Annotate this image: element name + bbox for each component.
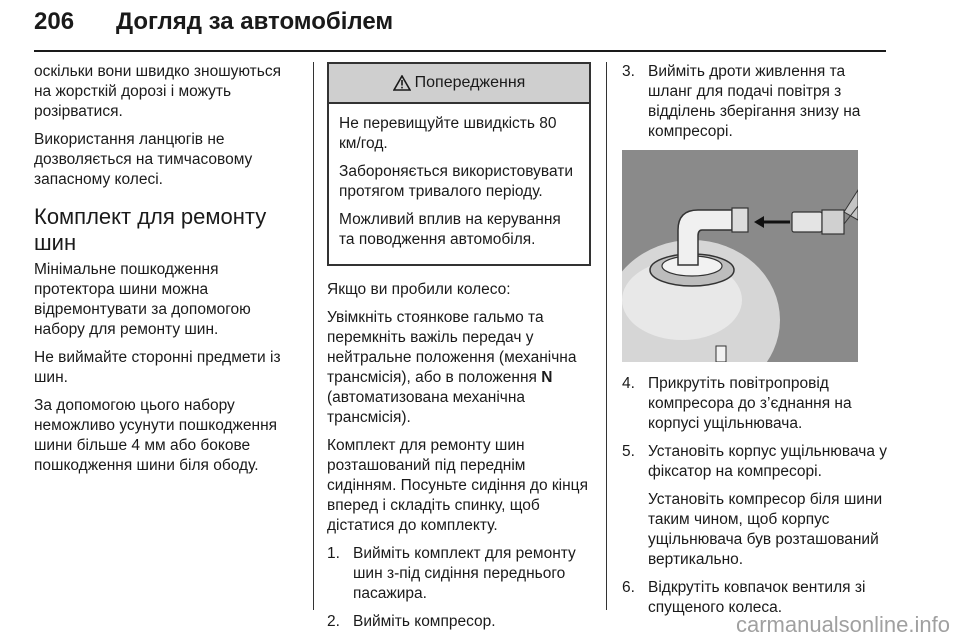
text-run: (автоматизована механічна трансмісія). — [327, 389, 526, 426]
list-item — [327, 612, 591, 632]
warning-body — [329, 104, 589, 264]
warning-text: Не перевищуйте швидкість 80 км/год. — [339, 115, 557, 152]
step-number: 3. — [622, 63, 635, 80]
step-text: Установіть компресор біля шини таким чином, щоб корпус ущільнювача був розташований вертикально. — [648, 491, 883, 568]
list-item — [622, 374, 888, 434]
paragraph: Якщо ви пробили колесо: — [327, 281, 511, 298]
column-divider — [313, 62, 314, 610]
paragraph: За допомогою цього набору неможливо усунути пошкодження шини більше 4 мм або бокове пошкодження шини біля ободу. — [34, 397, 278, 474]
column-middle — [327, 62, 591, 640]
column-left — [34, 62, 296, 484]
list-item — [327, 544, 591, 604]
list-item — [622, 62, 888, 142]
step-number: 1. — [327, 545, 340, 562]
step-text: Вийміть компресор. — [353, 613, 496, 630]
paragraph: оскільки вони швидко зношуються на жорсткій дорозі і можуть розірватися. — [34, 63, 281, 120]
column-divider — [606, 62, 607, 610]
paragraph: Мінімальне пошкодження протектора шини можна відремонтувати за допомогою набору для ремонту шин. — [34, 261, 251, 338]
gear-position-n: N — [541, 369, 553, 386]
step-text: Прикрутіть повітропровід компресора до з’єднання на корпусі ущільнювача. — [648, 375, 852, 432]
step-number: 5. — [622, 443, 635, 460]
compressor-hose-illustration — [622, 150, 858, 362]
warning-triangle-icon — [393, 75, 411, 91]
step-text: Відкрутіть ковпачок вентиля зі спущеного колеса. — [648, 579, 866, 616]
list-item — [622, 442, 888, 570]
paragraph — [327, 308, 591, 428]
warning-title: Попередження — [414, 74, 526, 91]
header-rule — [34, 50, 886, 52]
step-text: Установіть корпус ущільнювача у фіксатор на компресорі. — [648, 443, 888, 480]
column-right — [622, 62, 888, 626]
step-text: Вийміть дроти живлення та шланг для подачі повітря з відділень зберігання знизу на компресорі. — [648, 63, 861, 140]
warning-box — [327, 62, 591, 266]
paragraph: Не виймайте сторонні предмети із шин. — [34, 349, 281, 386]
warning-text: Можливий вплив на керування та поводження автомобіля. — [339, 211, 561, 248]
page-title: Догляд за автомобілем — [116, 8, 394, 35]
page-header — [34, 6, 886, 46]
step-number: 4. — [622, 375, 635, 392]
text-run: Увімкніть стоянкове гальмо та перемкніть важіль передач у нейтральне положення (механічна трансмісія), або в положення — [327, 309, 577, 386]
paragraph: Використання ланцюгів не дозволяється на тимчасовому запасному колесі. — [34, 131, 253, 188]
step-text: Вийміть комплект для ремонту шин з-під сидіння переднього пасажира. — [353, 545, 576, 602]
section-heading: Комплект для ремонту шин — [34, 204, 267, 255]
steps-list — [327, 544, 591, 632]
warning-text: Забороняється використовувати протягом тривалого періоду. — [339, 163, 573, 200]
compressor-illustration — [622, 150, 858, 362]
paragraph: Комплект для ремонту шин розташований під переднім сидінням. Посуньте сидіння до кінця вперед і складіть спинку, щоб дістатися до комплекту. — [327, 437, 588, 534]
step-number: 2. — [327, 613, 340, 630]
page-number: 206 — [34, 8, 75, 35]
step-number: 6. — [622, 579, 635, 596]
warning-header — [329, 64, 589, 104]
watermark: carmanualsonline.info — [735, 612, 950, 637]
